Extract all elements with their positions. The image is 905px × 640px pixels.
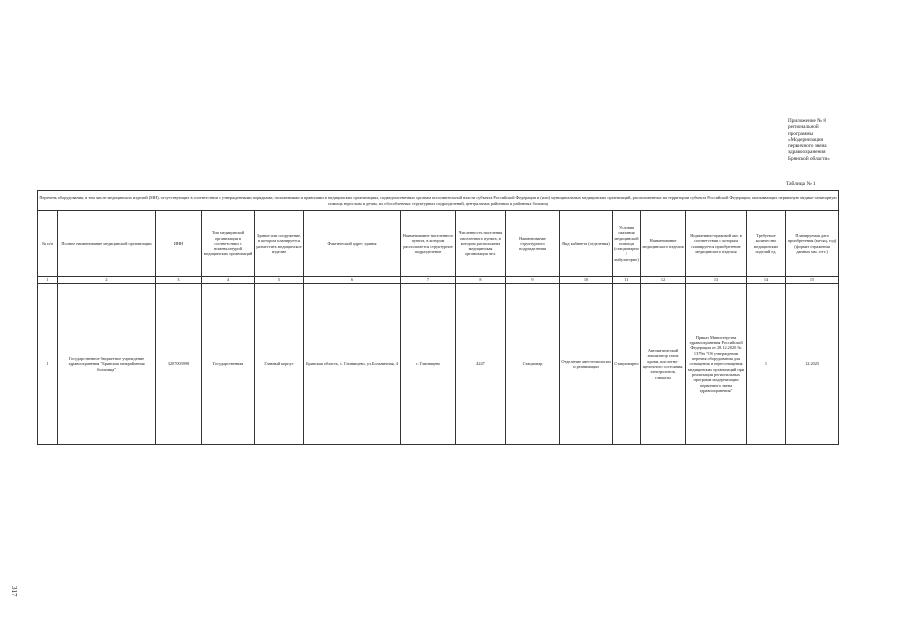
column-number: 11 xyxy=(613,277,641,284)
appendix-line: программы xyxy=(788,130,814,137)
header-cell: Планируемая дата приобретения (месяц, год) (формат отражения данных мм. гггг.) xyxy=(786,211,839,277)
data-cell: 1 xyxy=(747,284,786,445)
header-cell: Наименование населенного пункта, в котором располагается структурное подразделение xyxy=(401,211,456,277)
data-cell: Брянская область, с. Глинищево, ул.Больничная, 4 xyxy=(304,284,401,445)
header-cell: Тип медицинской организации в соответствии с номенклатурой медицинских организаций xyxy=(202,211,255,277)
column-number: 14 xyxy=(747,277,786,284)
data-cell: Автоматический анализатор газов крови, кислотно-щелочного состояния, электролитов, глюкозы xyxy=(641,284,686,445)
column-number: 10 xyxy=(560,277,613,284)
column-number: 13 xyxy=(686,277,747,284)
header-cell: Полное наименование медицинской организации xyxy=(58,211,156,277)
header-cell: Вид кабинета (отделения) xyxy=(560,211,613,277)
header-cell: Условия оказания медицинской помощи (стационарно/амбулаторно) xyxy=(613,211,641,277)
appendix-line: первичного звена xyxy=(788,143,827,150)
appendix-line: Брянской области» xyxy=(788,155,830,162)
header-cell: Здание или сооружение, в котором планируется разместить медицинское изделие xyxy=(255,211,304,277)
appendix-line: Приложение № 8 xyxy=(788,118,826,124)
header-cell: Численность населения населенного пункта, в котором расположена медицинская организация чел. xyxy=(456,211,506,277)
header-cell: Наименование медицинского изделия xyxy=(641,211,686,277)
table-label: Таблица № 1 xyxy=(786,181,816,187)
appendix-line: «Модернизация xyxy=(788,136,823,143)
data-cell: Приказ Министерства здравоохранения Российской Федерации от 28.12.2020 № 1379н "Об утверждении перечня оборудования для оснащения и переоснащения медицинских организаций при реализации региональных программ модернизации первичного звена здравоохранения" xyxy=(686,284,747,445)
equipment-table xyxy=(37,190,839,445)
data-cell: с. Глинищево xyxy=(401,284,456,445)
header-cell: № п/п xyxy=(38,211,58,277)
column-number: 1 xyxy=(38,277,58,284)
appendix-line: здравоохранения xyxy=(788,149,826,156)
data-cell: Стационарно xyxy=(613,284,641,445)
table-caption: Перечень оборудования, в том числе медицинских изделий (МИ), отсутствующих в соответствии с утвержденными порядками, положениями и правилами в медицинских организациях, подведомственных органам исполнительной власти субъекта Российской Федерации и (или) муниципальных медицинских организаций, расположенных на территории субъекта Российской Федерации, оказывающих первичную медико-санитарную помощь взрослым и детям, их обособленных структурных подразделений, центральных районных и районных больниц xyxy=(38,191,839,211)
column-number: 5 xyxy=(255,277,304,284)
data-cell: 1 xyxy=(38,284,58,445)
column-number: 9 xyxy=(506,277,560,284)
column-number: 7 xyxy=(401,277,456,284)
column-number: 2 xyxy=(58,277,156,284)
column-number: 6 xyxy=(304,277,401,284)
table-row xyxy=(38,284,839,445)
column-number: 8 xyxy=(456,277,506,284)
data-cell: Главный корпус xyxy=(255,284,304,445)
data-cell: Государственное бюджетное учреждение здравоохранения "Брянская межрайонная больница" xyxy=(58,284,156,445)
data-cell: 3207003998 xyxy=(156,284,202,445)
header-cell: Наименование структурного подразделения xyxy=(506,211,560,277)
data-cell: Стационар xyxy=(506,284,560,445)
data-cell: Государственная xyxy=(202,284,255,445)
column-number: 4 xyxy=(202,277,255,284)
header-cell: Требуемое количество медицинских изделий ед. xyxy=(747,211,786,277)
appendix-line: региональной xyxy=(788,124,819,131)
column-number: 15 xyxy=(786,277,839,284)
data-cell: 12.2025 xyxy=(786,284,839,445)
data-cell: 4247 xyxy=(456,284,506,445)
data-cell: Отделение анестезиологии и реанимации xyxy=(560,284,613,445)
header-cell: ИНН xyxy=(156,211,202,277)
column-number: 3 xyxy=(156,277,202,284)
header-cell: Фактический адрес здания xyxy=(304,211,401,277)
header-cell: Нормативно-правовой акт, в соответствии с которым планируется приобретение медицинского изделия xyxy=(686,211,747,277)
page-number: 317 xyxy=(10,586,18,597)
appendix-note xyxy=(788,118,858,162)
column-number: 12 xyxy=(641,277,686,284)
